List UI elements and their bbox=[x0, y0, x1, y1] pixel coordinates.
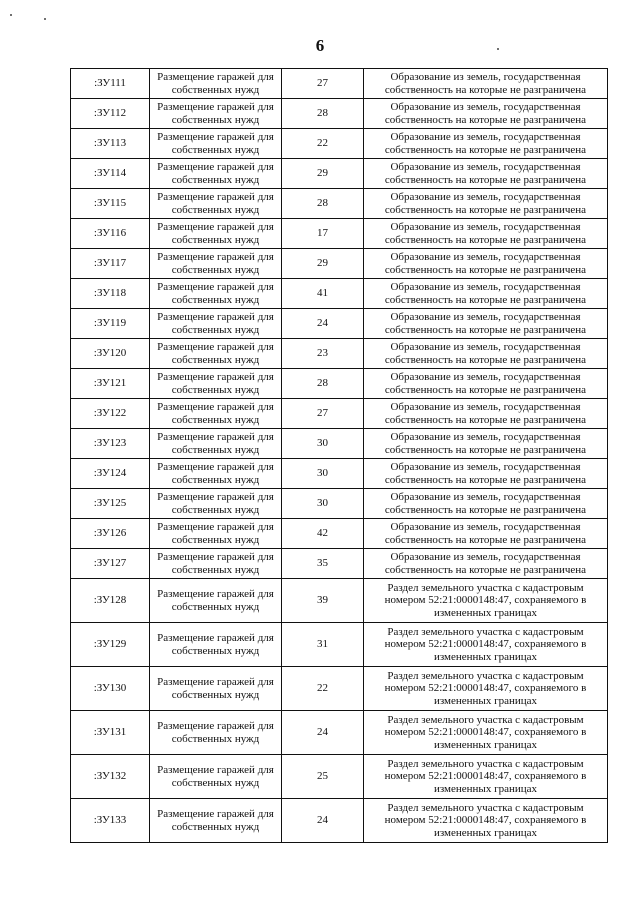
table-row bbox=[71, 369, 608, 399]
plot-code-cell: :ЗУ118 bbox=[71, 279, 150, 309]
area-cell: 28 bbox=[282, 99, 364, 129]
permitted-use-cell: Размещение гаражей для собственных нужд bbox=[150, 69, 282, 99]
plot-code-cell: :ЗУ112 bbox=[71, 99, 150, 129]
page-number: 6 bbox=[315, 36, 325, 55]
formation-basis-cell: Образование из земель, государственная собственность на которые не разграничена bbox=[364, 129, 608, 159]
formation-basis-cell: Образование из земель, государственная собственность на которые не разграничена bbox=[364, 489, 608, 519]
land-plots-table bbox=[70, 68, 608, 843]
plot-code-cell: :ЗУ127 bbox=[71, 549, 150, 579]
formation-basis-cell: Образование из земель, государственная собственность на которые не разграничена bbox=[364, 549, 608, 579]
area-cell: 24 bbox=[282, 799, 364, 843]
table-row bbox=[71, 189, 608, 219]
plot-code-cell: :ЗУ131 bbox=[71, 711, 150, 755]
plot-code-cell: :ЗУ111 bbox=[71, 69, 150, 99]
permitted-use-cell: Размещение гаражей для собственных нужд bbox=[150, 667, 282, 711]
permitted-use-cell: Размещение гаражей для собственных нужд bbox=[150, 623, 282, 667]
table-row bbox=[71, 711, 608, 755]
table-row bbox=[71, 309, 608, 339]
permitted-use-cell: Размещение гаражей для собственных нужд bbox=[150, 429, 282, 459]
area-cell: 30 bbox=[282, 489, 364, 519]
area-cell: 28 bbox=[282, 189, 364, 219]
plot-code-cell: :ЗУ116 bbox=[71, 219, 150, 249]
plot-code-cell: :ЗУ121 bbox=[71, 369, 150, 399]
area-cell: 28 bbox=[282, 369, 364, 399]
area-cell: 25 bbox=[282, 755, 364, 799]
plot-code-cell: :ЗУ115 bbox=[71, 189, 150, 219]
table-row bbox=[71, 129, 608, 159]
area-cell: 31 bbox=[282, 623, 364, 667]
permitted-use-cell: Размещение гаражей для собственных нужд bbox=[150, 489, 282, 519]
permitted-use-cell: Размещение гаражей для собственных нужд bbox=[150, 459, 282, 489]
plot-code-cell: :ЗУ117 bbox=[71, 249, 150, 279]
plot-code-cell: :ЗУ120 bbox=[71, 339, 150, 369]
formation-basis-cell: Образование из земель, государственная собственность на которые не разграничена bbox=[364, 519, 608, 549]
area-cell: 24 bbox=[282, 309, 364, 339]
formation-basis-cell: Раздел земельного участка с кадастровым номером 52:21:0000148:47, сохраняемого в измененных границах bbox=[364, 623, 608, 667]
plot-code-cell: :ЗУ126 bbox=[71, 519, 150, 549]
table-row bbox=[71, 623, 608, 667]
area-cell: 22 bbox=[282, 129, 364, 159]
area-cell: 39 bbox=[282, 579, 364, 623]
permitted-use-cell: Размещение гаражей для собственных нужд bbox=[150, 279, 282, 309]
table-row bbox=[71, 399, 608, 429]
scan-speck bbox=[10, 14, 12, 16]
area-cell: 30 bbox=[282, 459, 364, 489]
table-row bbox=[71, 799, 608, 843]
permitted-use-cell: Размещение гаражей для собственных нужд bbox=[150, 799, 282, 843]
table-row bbox=[71, 459, 608, 489]
permitted-use-cell: Размещение гаражей для собственных нужд bbox=[150, 339, 282, 369]
formation-basis-cell: Образование из земель, государственная собственность на которые не разграничена bbox=[364, 99, 608, 129]
area-cell: 29 bbox=[282, 159, 364, 189]
area-cell: 30 bbox=[282, 429, 364, 459]
table-row bbox=[71, 489, 608, 519]
plot-code-cell: :ЗУ123 bbox=[71, 429, 150, 459]
permitted-use-cell: Размещение гаражей для собственных нужд bbox=[150, 369, 282, 399]
permitted-use-cell: Размещение гаражей для собственных нужд bbox=[150, 519, 282, 549]
table-row bbox=[71, 249, 608, 279]
formation-basis-cell: Образование из земель, государственная собственность на которые не разграничена bbox=[364, 459, 608, 489]
table-row bbox=[71, 549, 608, 579]
permitted-use-cell: Размещение гаражей для собственных нужд bbox=[150, 755, 282, 799]
area-cell: 27 bbox=[282, 69, 364, 99]
area-cell: 27 bbox=[282, 399, 364, 429]
table-row bbox=[71, 579, 608, 623]
permitted-use-cell: Размещение гаражей для собственных нужд bbox=[150, 399, 282, 429]
table-row bbox=[71, 219, 608, 249]
table-row bbox=[71, 429, 608, 459]
formation-basis-cell: Образование из земель, государственная собственность на которые не разграничена bbox=[364, 219, 608, 249]
permitted-use-cell: Размещение гаражей для собственных нужд bbox=[150, 309, 282, 339]
permitted-use-cell: Размещение гаражей для собственных нужд bbox=[150, 219, 282, 249]
area-cell: 29 bbox=[282, 249, 364, 279]
area-cell: 22 bbox=[282, 667, 364, 711]
table-row bbox=[71, 519, 608, 549]
formation-basis-cell: Образование из земель, государственная собственность на которые не разграничена bbox=[364, 309, 608, 339]
plot-code-cell: :ЗУ119 bbox=[71, 309, 150, 339]
plot-code-cell: :ЗУ125 bbox=[71, 489, 150, 519]
formation-basis-cell: Образование из земель, государственная собственность на которые не разграничена bbox=[364, 69, 608, 99]
area-cell: 35 bbox=[282, 549, 364, 579]
table-row bbox=[71, 279, 608, 309]
plot-code-cell: :ЗУ132 bbox=[71, 755, 150, 799]
formation-basis-cell: Образование из земель, государственная собственность на которые не разграничена bbox=[364, 249, 608, 279]
permitted-use-cell: Размещение гаражей для собственных нужд bbox=[150, 549, 282, 579]
area-cell: 24 bbox=[282, 711, 364, 755]
plot-code-cell: :ЗУ114 bbox=[71, 159, 150, 189]
area-cell: 41 bbox=[282, 279, 364, 309]
plot-code-cell: :ЗУ122 bbox=[71, 399, 150, 429]
permitted-use-cell: Размещение гаражей для собственных нужд bbox=[150, 189, 282, 219]
formation-basis-cell: Образование из земель, государственная собственность на которые не разграничена bbox=[364, 399, 608, 429]
area-cell: 17 bbox=[282, 219, 364, 249]
permitted-use-cell: Размещение гаражей для собственных нужд bbox=[150, 249, 282, 279]
permitted-use-cell: Размещение гаражей для собственных нужд bbox=[150, 711, 282, 755]
table-row bbox=[71, 99, 608, 129]
plot-code-cell: :ЗУ128 bbox=[71, 579, 150, 623]
permitted-use-cell: Размещение гаражей для собственных нужд bbox=[150, 99, 282, 129]
plot-code-cell: :ЗУ129 bbox=[71, 623, 150, 667]
formation-basis-cell: Раздел земельного участка с кадастровым номером 52:21:0000148:47, сохраняемого в измененных границах bbox=[364, 579, 608, 623]
formation-basis-cell: Раздел земельного участка с кадастровым номером 52:21:0000148:47, сохраняемого в измененных границах bbox=[364, 755, 608, 799]
table-row bbox=[71, 755, 608, 799]
plot-code-cell: :ЗУ124 bbox=[71, 459, 150, 489]
plot-code-cell: :ЗУ133 bbox=[71, 799, 150, 843]
formation-basis-cell: Образование из земель, государственная собственность на которые не разграничена bbox=[364, 159, 608, 189]
formation-basis-cell: Раздел земельного участка с кадастровым номером 52:21:0000148:47, сохраняемого в измененных границах bbox=[364, 667, 608, 711]
permitted-use-cell: Размещение гаражей для собственных нужд bbox=[150, 579, 282, 623]
formation-basis-cell: Раздел земельного участка с кадастровым номером 52:21:0000148:47, сохраняемого в измененных границах bbox=[364, 799, 608, 843]
permitted-use-cell: Размещение гаражей для собственных нужд bbox=[150, 159, 282, 189]
table-row bbox=[71, 159, 608, 189]
table-row bbox=[71, 339, 608, 369]
plot-code-cell: :ЗУ113 bbox=[71, 129, 150, 159]
formation-basis-cell: Раздел земельного участка с кадастровым номером 52:21:0000148:47, сохраняемого в измененных границах bbox=[364, 711, 608, 755]
area-cell: 42 bbox=[282, 519, 364, 549]
table-row bbox=[71, 69, 608, 99]
formation-basis-cell: Образование из земель, государственная собственность на которые не разграничена bbox=[364, 429, 608, 459]
permitted-use-cell: Размещение гаражей для собственных нужд bbox=[150, 129, 282, 159]
scan-speck bbox=[44, 18, 46, 20]
formation-basis-cell: Образование из земель, государственная собственность на которые не разграничена bbox=[364, 279, 608, 309]
plot-code-cell: :ЗУ130 bbox=[71, 667, 150, 711]
formation-basis-cell: Образование из земель, государственная собственность на которые не разграничена bbox=[364, 339, 608, 369]
formation-basis-cell: Образование из земель, государственная собственность на которые не разграничена bbox=[364, 369, 608, 399]
area-cell: 23 bbox=[282, 339, 364, 369]
table-row bbox=[71, 667, 608, 711]
formation-basis-cell: Образование из земель, государственная собственность на которые не разграничена bbox=[364, 189, 608, 219]
